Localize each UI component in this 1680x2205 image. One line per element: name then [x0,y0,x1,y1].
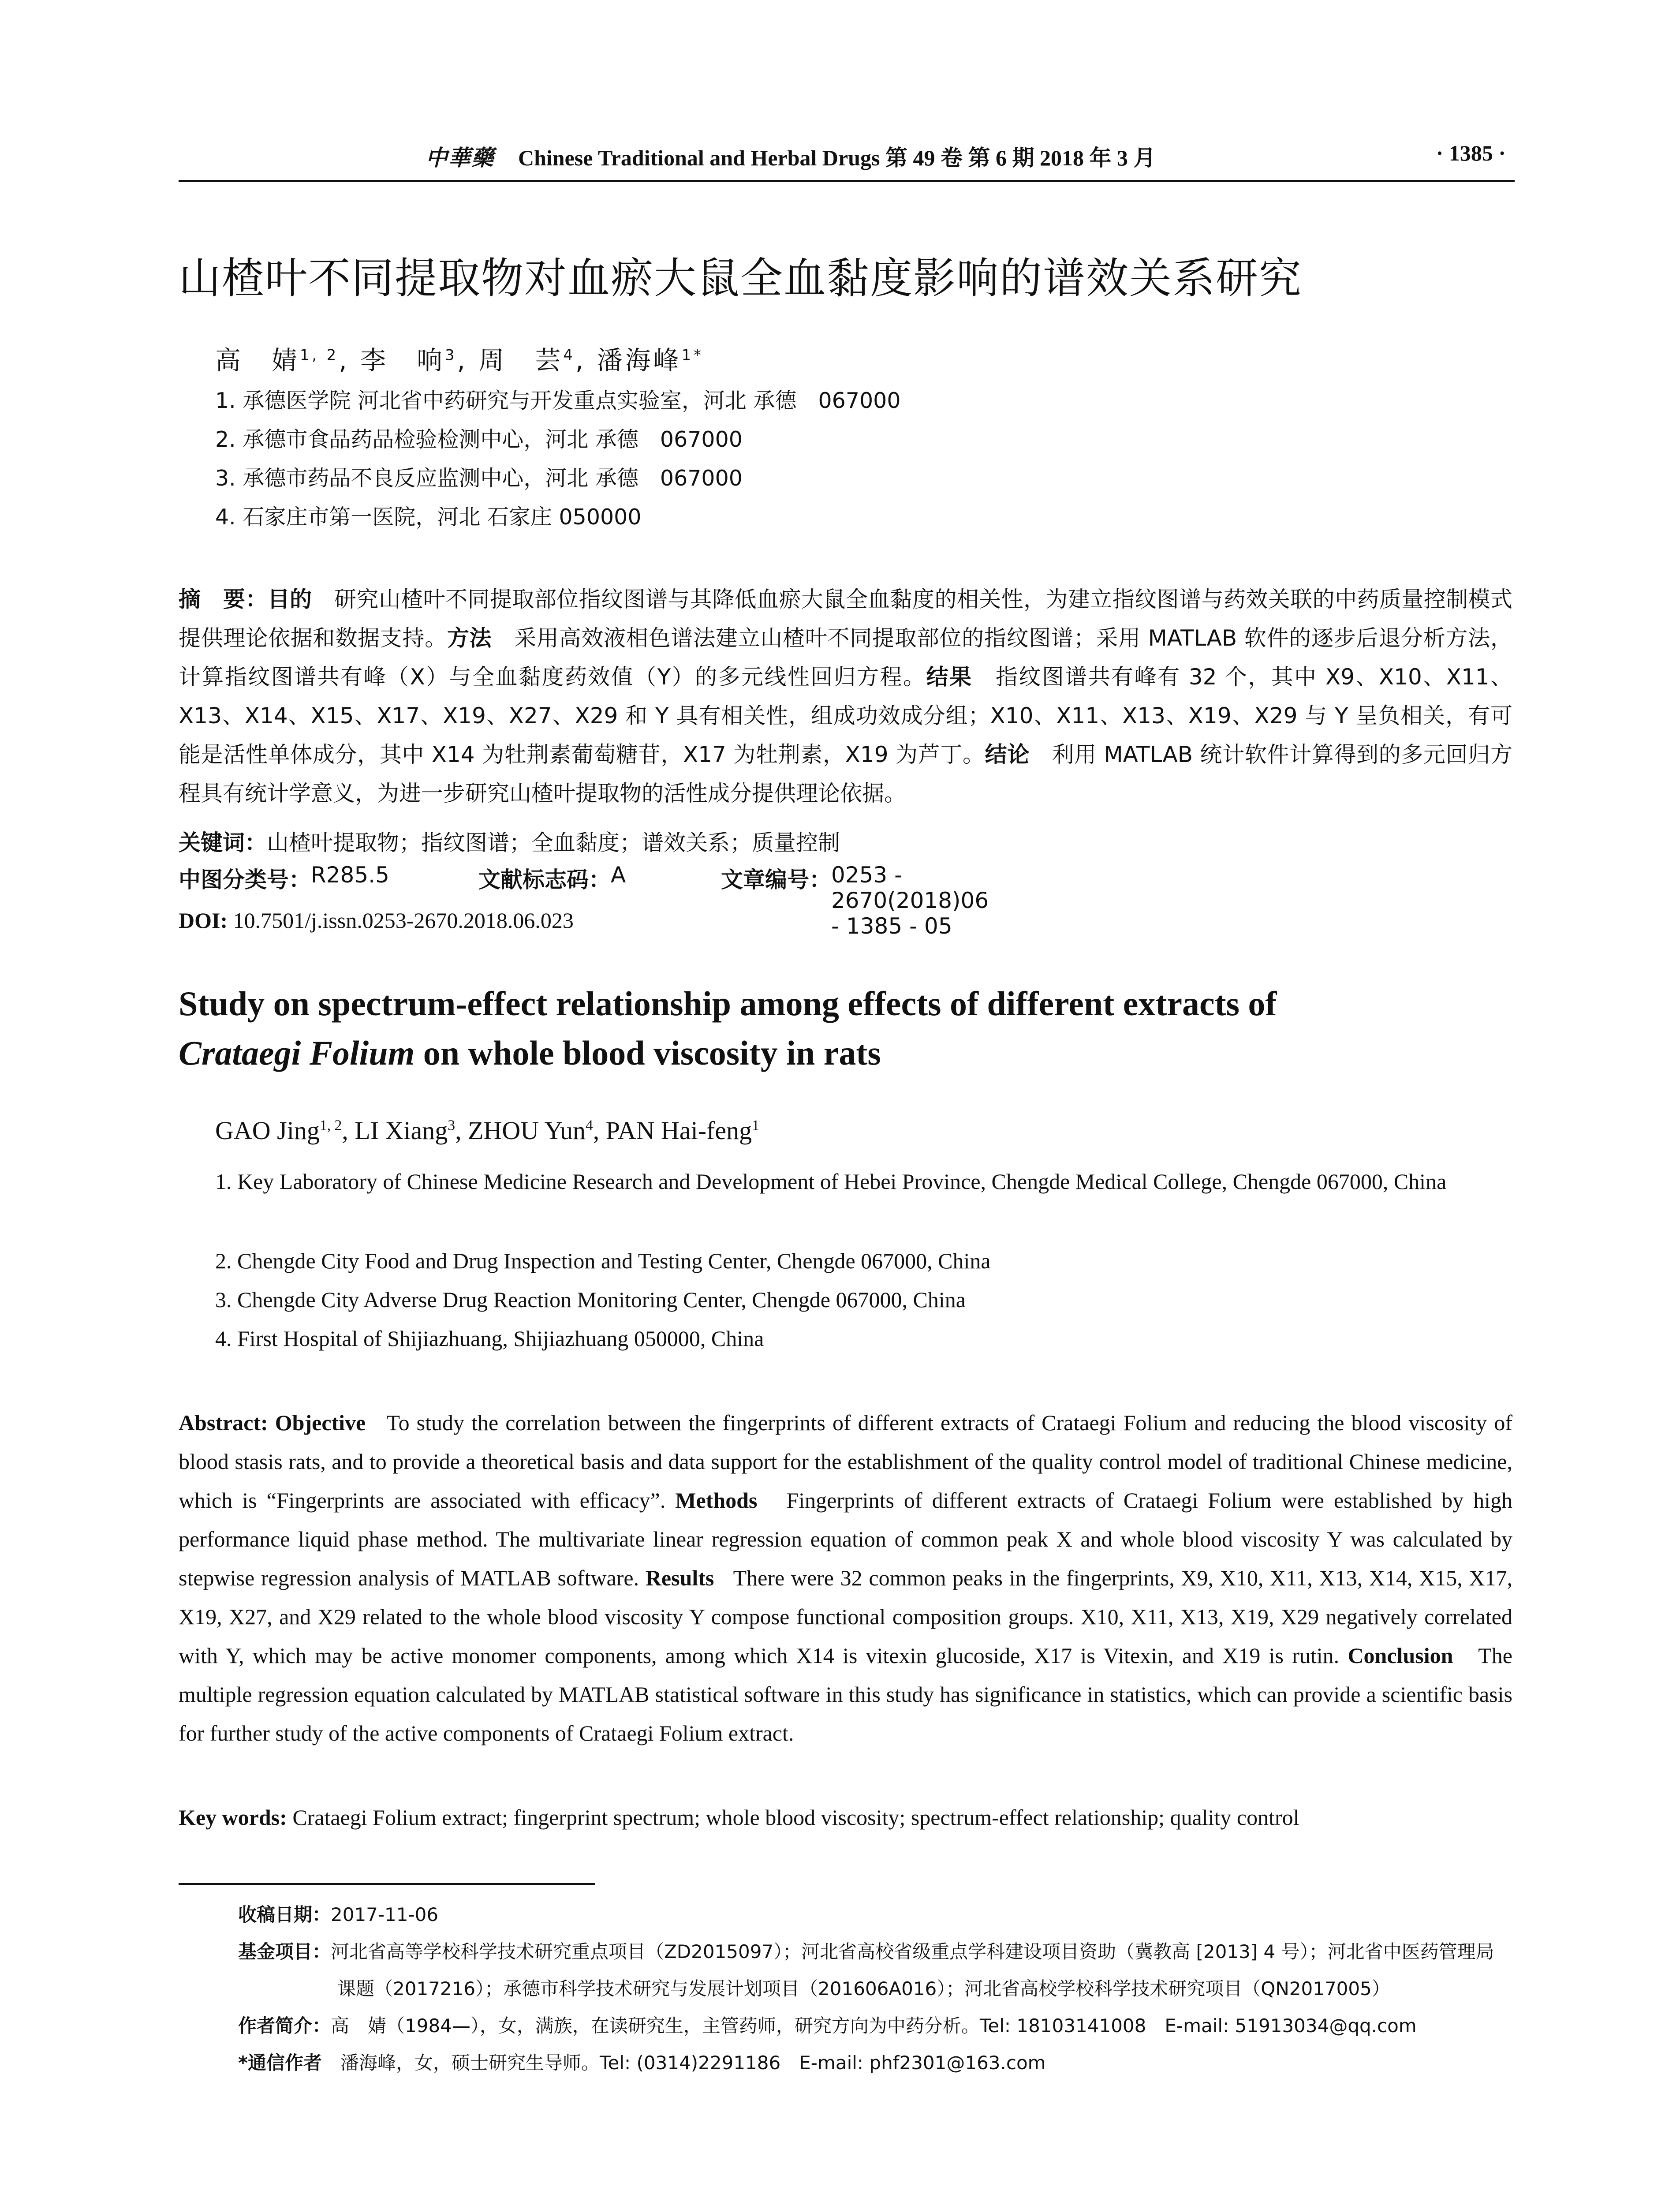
header-rule [179,180,1515,182]
english-abstract [179,1403,1512,1753]
doi-label: DOI: [179,908,228,933]
results-label: Results [645,1566,714,1590]
author-name: 潘海峰 [597,345,682,375]
keywords-label: 关键词： [179,830,267,856]
article-number-value: 0253 - 2670(2018)06 - 1385 - 05 [831,862,989,939]
doi-line [179,901,1512,940]
author-affiliation-mark: 1, 2 [319,1117,342,1134]
objective-label: Objective [275,1410,366,1435]
results-text: There were 32 common peaks in the fingerprints, X9, X10, X11, X13, X14, X15, X17, X19, X27, and X29 related to the whole blood viscosity Y compose functional composition groups. X10, X11, X13, X19, X29 negatively correlated with Y, which may be active monomer components, among which X14 is vitexin glucoside, X17 is Vitexin, and X19 is rutin. [179,1566,1512,1668]
footnote-rule [179,1883,595,1885]
author-name: PAN Hai-feng [605,1116,752,1145]
journal-logo: 中華藥 [426,145,494,171]
author-affiliation-mark: 1 [752,1117,759,1134]
objective-text: To study the correlation between the fingerprints of different extracts of Crataegi Folium and reducing the blood viscosity of blood stasis rats, and to provide a theoretical basis and data support for the establishment of the quality control model of traditional Chinese medicine, which is “Fingerprints are associated with efficacy”. [179,1410,1512,1513]
chinese-affiliation: 4. 石家庄市第一医院，河北 石家庄 050000 [215,505,642,530]
footnote-text: 潘海峰，女，硕士研究生导师。Tel: (0314)2291186 E-mail: phf2301@163.com [340,2052,1046,2074]
chinese-authors: 高 婧$^{1, 2}$, 李 响$^3$, 周 芸$^4$, 潘海峰$^{1*}$ [215,345,704,375]
conclusion-label: Conclusion [1348,1643,1453,1668]
results-label: 结果 [926,664,973,690]
page-number: · 1385 · [1436,141,1506,165]
author-affiliation-mark: 4 [563,346,575,364]
english-title [179,979,1512,1078]
english-title-line2: on whole blood viscosity in rats [414,1034,881,1072]
chinese-title: 山楂叶不同提取物对血瘀大鼠全血黏度影响的谱效关系研究 [179,254,1302,303]
chinese-affiliation: 2. 承德市食品药品检验检测中心，河北 承德 067000 [215,427,743,452]
article-number-label: 文章编号： [721,867,831,893]
author-name: 李 响 [360,345,445,375]
methods-label: 方法 [447,625,492,651]
english-title-species: Crataegi Folium [179,1034,415,1072]
objective-text: 研究山楂叶不同提取部位指纹图谱与其降低血瘀大鼠全血黏度的相关性，为建立指纹图谱与药效关联的中药质量控制模式提供理论依据和数据支持。 [179,587,1513,651]
chinese-affiliation: 3. 承德市药品不良反应监测中心，河北 承德 067000 [215,466,743,491]
english-affiliation [215,1162,1514,1201]
document-code-value: A [611,862,626,888]
footnote-text: 2017-11-06 [331,1904,439,1925]
footnote-author-bio [238,2007,1512,2044]
author-affiliation-mark: 3 [445,346,457,364]
footnote-corresponding [238,2044,1512,2082]
methods-text: 采用高效液相色谱法建立山楂叶不同提取部位的指纹图谱；采用 MATLAB 软件的逐步后退分析方法，计算指纹图谱共有峰（X）与全血黏度药效值（Y）的多元线性回归方程。 [179,625,1513,690]
author-name: 高 婧 [215,345,300,375]
author-name: LI Xiang [355,1116,448,1145]
english-affiliation-1: 1. Key Laboratory of Chinese Medicine Research and Development of Hebei Province, Chengde Medical College, Chengde 067000, China [215,1169,1447,1194]
footnote-text: 高 婧（1984—），女，满族，在读研究生，主管药师，研究方向为中药分析。Tel: 18103141008 E-mail: 51913034@qq.com [331,2015,1417,2037]
footnote-label: 收稿日期： [238,1904,331,1925]
keywords-label: Key words: [179,1805,287,1830]
conclusion-text: 利用 MATLAB 统计软件计算得到的多元回归方程具有统计学意义，为进一步研究山楂叶提取物的活性成分提供理论依据。 [179,742,1513,806]
author-name: 周 芸 [478,345,564,375]
footnote-label: *通信作者 [238,2052,322,2074]
clc-value: R285.5 [311,862,389,888]
author-name: GAO Jing [215,1116,320,1145]
abstract-label: Abstract: [179,1410,268,1435]
keywords-text: 山楂叶提取物；指纹图谱；全血黏度；谱效关系；质量控制 [267,830,840,856]
footnote-funding [238,1933,1512,2007]
english-affiliation: 2. Chengde City Food and Drug Inspection and Testing Center, Chengde 067000, China [215,1248,991,1273]
author-name: ZHOU Yun [468,1116,586,1145]
chinese-abstract [179,580,1512,813]
keywords-text: Crataegi Folium extract; fingerprint spectrum; whole blood viscosity; spectrum-effect relationship; quality control [292,1805,1299,1830]
english-authors: GAO Jing$^{1, 2}$, LI Xiang$^3$, ZHOU Yun$^4$, PAN Hai-feng$^1$ [215,1116,759,1145]
results-text: 指纹图谱共有峰有 32 个，其中 X9、X10、X11、X13、X14、X15、X17、X19、X27、X29 和 Y 具有相关性，组成功效成分组；X10、X11、X13、X19、X29 与 Y 呈负相关，有可能是活性单体成分，其中 X14 为牡荆素葡萄糖苷，X17 为牡荆素，X19 为芦丁。 [179,664,1513,767]
methods-label: Methods [675,1488,758,1513]
footnote-label: 作者简介： [238,2015,331,2037]
author-affiliation-mark: 1* [681,346,704,364]
document-code-label: 文献标志码： [478,867,611,893]
english-affiliation: 4. First Hospital of Shijiazhuang, Shijiazhuang 050000, China [215,1326,764,1351]
footnote-text: 河北省高等学校科学技术研究重点项目（ZD2015097）；河北省高校省级重点学科建设项目资助（冀教高 [2013] 4 号）；河北省中医药管理局课题（2017216）；承德市科学技术研究与发展计划项目（201606A016）；河北省高校学校科学技术研究项目（QN2017005） [331,1941,1494,1999]
conclusion-text: The multiple regression equation calculated by MATLAB statistical software in this study has significance in statistics, which can provide a scientific basis for further study of the active components of Crataegi Folium extract. [179,1643,1512,1745]
abstract-label: 摘 要： [179,587,268,612]
author-affiliation-mark: 4 [585,1117,593,1134]
doi-value: 10.7501/j.issn.0253-2670.2018.06.023 [233,908,574,933]
english-affiliation: 3. Chengde City Adverse Drug Reaction Monitoring Center, Chengde 067000, China [215,1287,966,1312]
chinese-keywords [179,823,1512,862]
clc-label: 中图分类号： [179,867,311,893]
methods-text: Fingerprints of different extracts of Crataegi Folium were established by high performance liquid phase method. The multivariate linear regression equation of common peak X and whole blood viscosity Y was calculated by stepwise regression analysis of MATLAB software. [179,1488,1512,1590]
chinese-affiliation: 1. 承德医学院 河北省中药研究与开发重点实验室，河北 承德 067000 [215,388,901,413]
english-title-line1: Study on spectrum-effect relationship among effects of different extracts of [179,984,1277,1023]
english-keywords [179,1798,1512,1837]
author-affiliation-mark: 3 [448,1117,455,1134]
objective-label: 目的 [267,587,312,612]
running-header [179,140,1515,180]
author-affiliation-mark: 1, 2 [300,346,339,364]
journal-info: Chinese Traditional and Herbal Drugs 第 49 卷 第 6 期 2018 年 3 月 [518,146,1156,170]
footnote-label: 基金项目： [238,1941,331,1962]
footnote-received [238,1896,1512,1933]
conclusion-label: 结论 [985,742,1030,767]
